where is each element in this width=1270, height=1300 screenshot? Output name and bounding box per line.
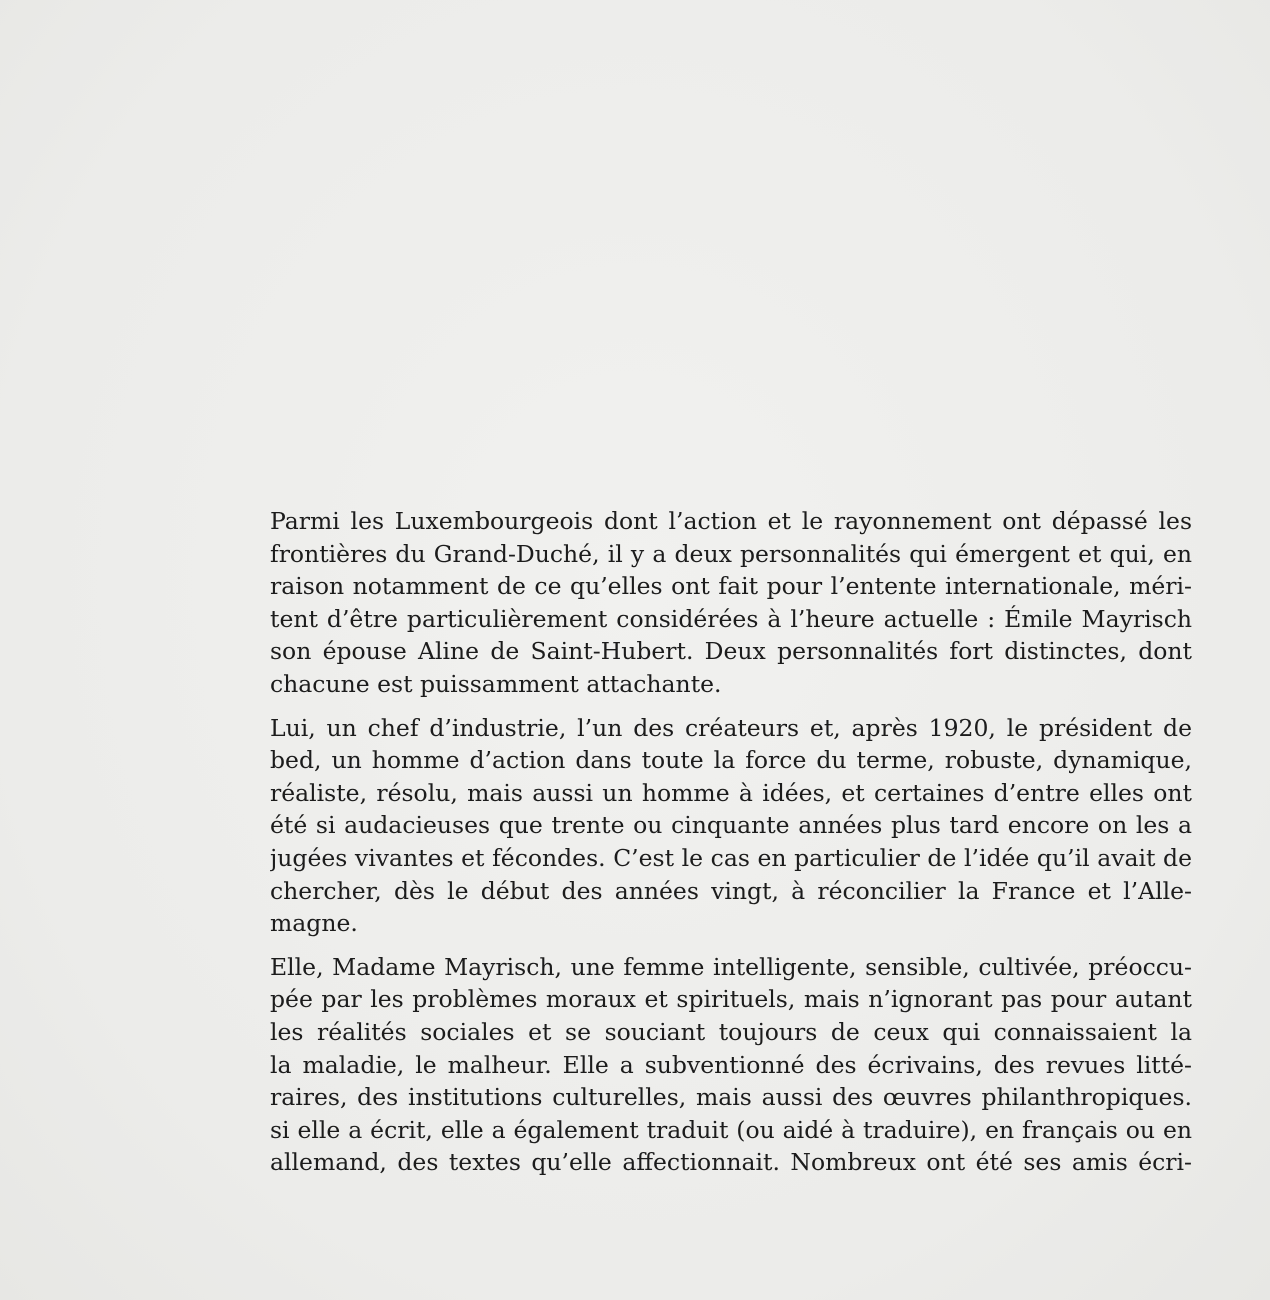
text-line: la maladie, le malheur. Elle a subventionné des écrivains, des revues litté- <box>270 1050 1192 1079</box>
text-line: les réalités sociales et se souciant toujours de ceux qui connaissaient la <box>270 1017 1192 1046</box>
paragraph-3 <box>270 951 1192 1179</box>
paragraph-1 <box>270 505 1192 701</box>
text-line: pée par les problèmes moraux et spirituels, mais n’ignorant pas pour autant <box>270 985 1192 1014</box>
text-line: frontières du Grand-Duché, il y a deux personnalités qui émergent et qui, en <box>270 539 1192 568</box>
text-line: chacune est puissamment attachante. <box>270 669 722 698</box>
text-line: Parmi les Luxembourgeois dont l’action et le rayonnement ont dépassé les <box>270 507 1192 535</box>
text-line: raires, des institutions culturelles, mais aussi des œuvres philanthropiques. <box>270 1083 1192 1112</box>
text-line: jugées vivantes et fécondes. C’est le cas en particulier de l’idée qu’il avait de <box>270 843 1192 872</box>
text-line: allemand, des textes qu’elle affectionnait. Nombreux ont été ses amis écri- <box>270 1148 1192 1177</box>
text-line: son épouse Aline de Saint-Hubert. Deux personnalités fort distinctes, dont <box>270 637 1192 666</box>
text-line: chercher, dès le début des années vingt, à réconcilier la France et l’Alle- <box>270 876 1192 905</box>
body-text <box>270 505 1192 1190</box>
text-line: bed, un homme d’action dans toute la force du terme, robuste, dynamique, <box>270 746 1192 775</box>
text-line: magne. <box>270 909 358 938</box>
text-line: Elle, Madame Mayrisch, une femme intelligente, sensible, cultivée, préoccu- <box>270 952 1192 981</box>
text-line: si elle a écrit, elle a également traduit (ou aidé à traduire), en français ou en <box>270 1115 1192 1144</box>
paragraph-2 <box>270 712 1192 940</box>
text-line: raison notamment de ce qu’elles ont fait pour l’entente internationale, méri- <box>270 572 1192 601</box>
text-line: été si audacieuses que trente ou cinquante années plus tard encore on les a <box>270 811 1192 840</box>
text-line: réaliste, résolu, mais aussi un homme à idées, et certaines d’entre elles ont <box>270 778 1192 807</box>
text-line: tent d’être particulièrement considérées à l’heure actuelle : Émile Mayrisch <box>270 604 1192 633</box>
text-line: Lui, un chef d’industrie, l’un des créateurs et, après 1920, le président de <box>270 713 1192 742</box>
